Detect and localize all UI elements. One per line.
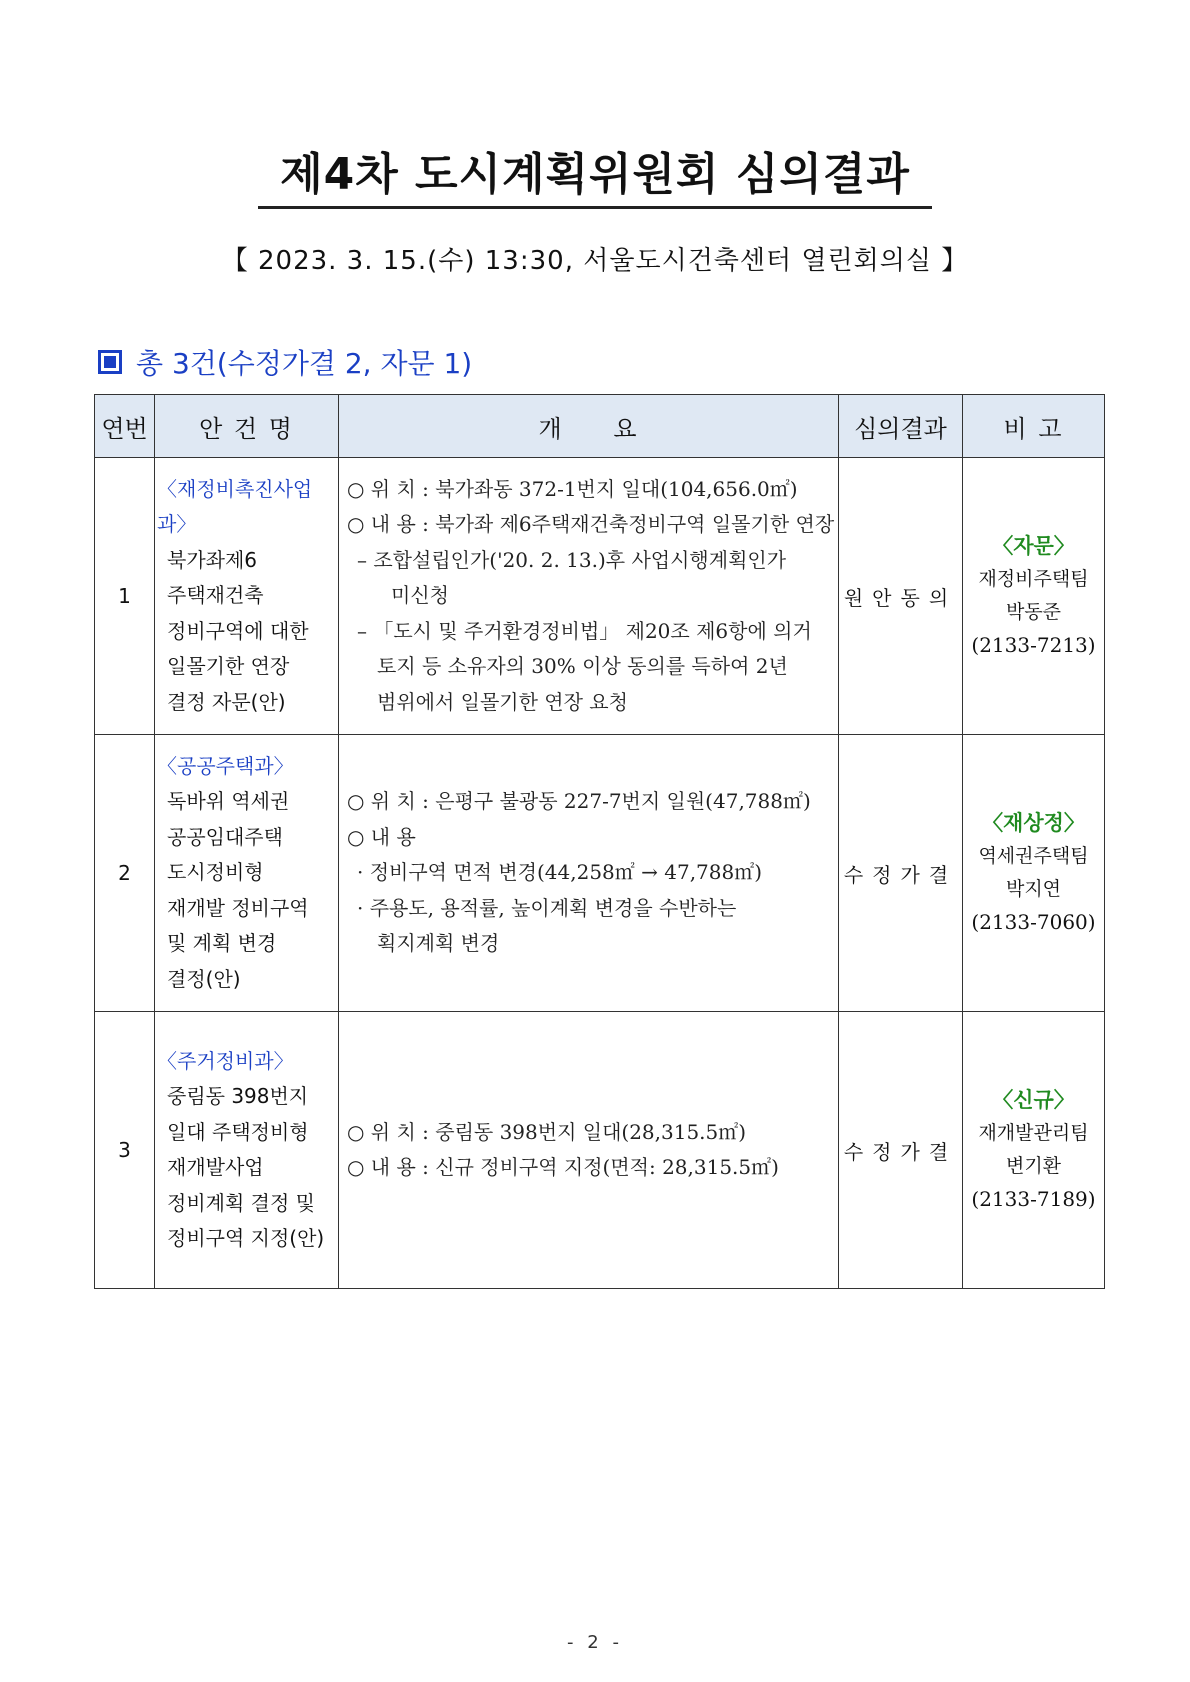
table-row <box>95 458 1105 735</box>
item-dept: 〈공공주택과〉 <box>157 753 294 778</box>
result-cell: 원안동의 <box>839 458 963 735</box>
overview-line: – 조합설립인가('20. 2. 13.)후 사업시행계획인가 <box>357 547 787 572</box>
result-cell: 수정가결 <box>839 735 963 1012</box>
item-name-line: 일몰기한 연장 <box>167 654 290 679</box>
item-name-cell <box>155 1012 339 1289</box>
item-name-cell <box>155 735 339 1012</box>
result-cell: 수정가결 <box>839 1012 963 1289</box>
overview-cell <box>339 735 839 1012</box>
title-wrap <box>0 138 1190 209</box>
results-table <box>94 394 1105 1289</box>
item-name-line: 정비계획 결정 및 <box>167 1190 315 1215</box>
header-overview: 개 요 <box>339 395 839 458</box>
overview-line: · 정비구역 면적 변경(44,258㎡ → 47,788㎡) <box>357 860 763 885</box>
item-name-line: 재개발 정비구역 <box>167 895 309 920</box>
item-name-line: 북가좌제6 <box>167 547 258 572</box>
row-number: 3 <box>95 1012 155 1289</box>
item-name-line: 재개발사업 <box>167 1155 264 1179</box>
item-name-line: 일대 주택정비형 <box>167 1119 309 1144</box>
remark-cell <box>963 458 1105 735</box>
remark-cell <box>963 735 1105 1012</box>
remark-tag: 〈자문〉 <box>992 534 1075 558</box>
header-result: 심의결과 <box>839 395 963 458</box>
item-name-line: 주택재건축 <box>167 583 264 608</box>
overview-cell <box>339 458 839 735</box>
overview-line: ○ 위 치 : 북가좌동 372-1번지 일대(104,656.0㎡) <box>347 476 798 501</box>
overview-line: ○ 내 용 : 신규 정비구역 지정(면적: 28,315.5㎡) <box>347 1155 779 1179</box>
summary-text: 총 3건(수정가결 2, 자문 1) <box>136 347 473 380</box>
remark-person: 박동준 <box>1005 601 1062 623</box>
item-name-cell <box>155 458 339 735</box>
item-name-line: 독바위 역세권 <box>167 789 290 814</box>
row-number: 2 <box>95 735 155 1012</box>
table-header-row <box>95 395 1105 458</box>
remark-tag: 〈신규〉 <box>992 1088 1075 1112</box>
item-name-line: 결정 자문(안) <box>167 689 286 714</box>
overview-line: 범위에서 일몰기한 연장 요청 <box>377 689 628 714</box>
remark-tel: (2133-7189) <box>971 1187 1096 1211</box>
remark-tag: 〈재상정〉 <box>982 811 1085 835</box>
overview-line: 토지 등 소유자의 30% 이상 동의를 득하여 2년 <box>377 654 788 679</box>
item-name-line: 결정(안) <box>167 966 241 991</box>
header-item: 안 건 명 <box>155 395 339 458</box>
meeting-info: 【 2023. 3. 15.(수) 13:30, 서울도시건축센터 열린회의실 】 <box>221 246 969 276</box>
remark-cell <box>963 1012 1105 1289</box>
remark-team: 재정비주택팀 <box>978 568 1089 590</box>
item-name-line: 정비구역 지정(안) <box>167 1226 325 1250</box>
item-name-line: 중림동 398번지 <box>167 1084 309 1108</box>
item-name-line: 및 계획 변경 <box>167 931 277 956</box>
remark-tel: (2133-7213) <box>971 633 1096 657</box>
overview-line: ○ 위 치 : 중림동 398번지 일대(28,315.5㎡) <box>347 1119 747 1144</box>
remark-person: 변기환 <box>1005 1155 1062 1177</box>
remark-team: 역세권주택팀 <box>978 845 1089 867</box>
remark-team: 재개발관리팀 <box>978 1122 1089 1144</box>
overview-line: · 주용도, 용적률, 높이계획 변경을 수반하는 <box>357 895 737 920</box>
overview-line: – 「도시 및 주거환경정비법」 제20조 제6항에 의거 <box>357 618 812 643</box>
item-name-line: 도시정비형 <box>167 860 264 885</box>
remark-tel: (2133-7060) <box>971 910 1096 934</box>
summary-line <box>98 342 472 382</box>
table-row <box>95 1012 1105 1289</box>
overview-line: 미신청 <box>391 583 449 608</box>
page-number: - 2 - <box>567 1632 623 1653</box>
row-number: 1 <box>95 458 155 735</box>
remark-person: 박지연 <box>1005 878 1062 900</box>
table-row <box>95 735 1105 1012</box>
overview-line: ○ 위 치 : 은평구 불광동 227-7번지 일원(47,788㎡) <box>347 789 811 814</box>
overview-cell <box>339 1012 839 1289</box>
item-dept: 〈주거정비과〉 <box>157 1048 294 1073</box>
overview-line: ○ 내 용 <box>347 824 416 849</box>
item-name-line: 공공임대주택 <box>167 824 283 849</box>
overview-line: 획지계획 변경 <box>377 931 500 956</box>
page-title: 제4차 도시계획위원회 심의결과 <box>258 138 932 209</box>
header-remark: 비 고 <box>963 395 1105 458</box>
item-name-line: 정비구역에 대한 <box>167 618 309 643</box>
header-no: 연번 <box>95 395 155 458</box>
square-bullet-icon <box>98 350 122 374</box>
item-dept: 〈재정비촉진사업과〉 <box>157 476 313 537</box>
overview-line: ○ 내 용 : 북가좌 제6주택재건축정비구역 일몰기한 연장 <box>347 512 835 537</box>
